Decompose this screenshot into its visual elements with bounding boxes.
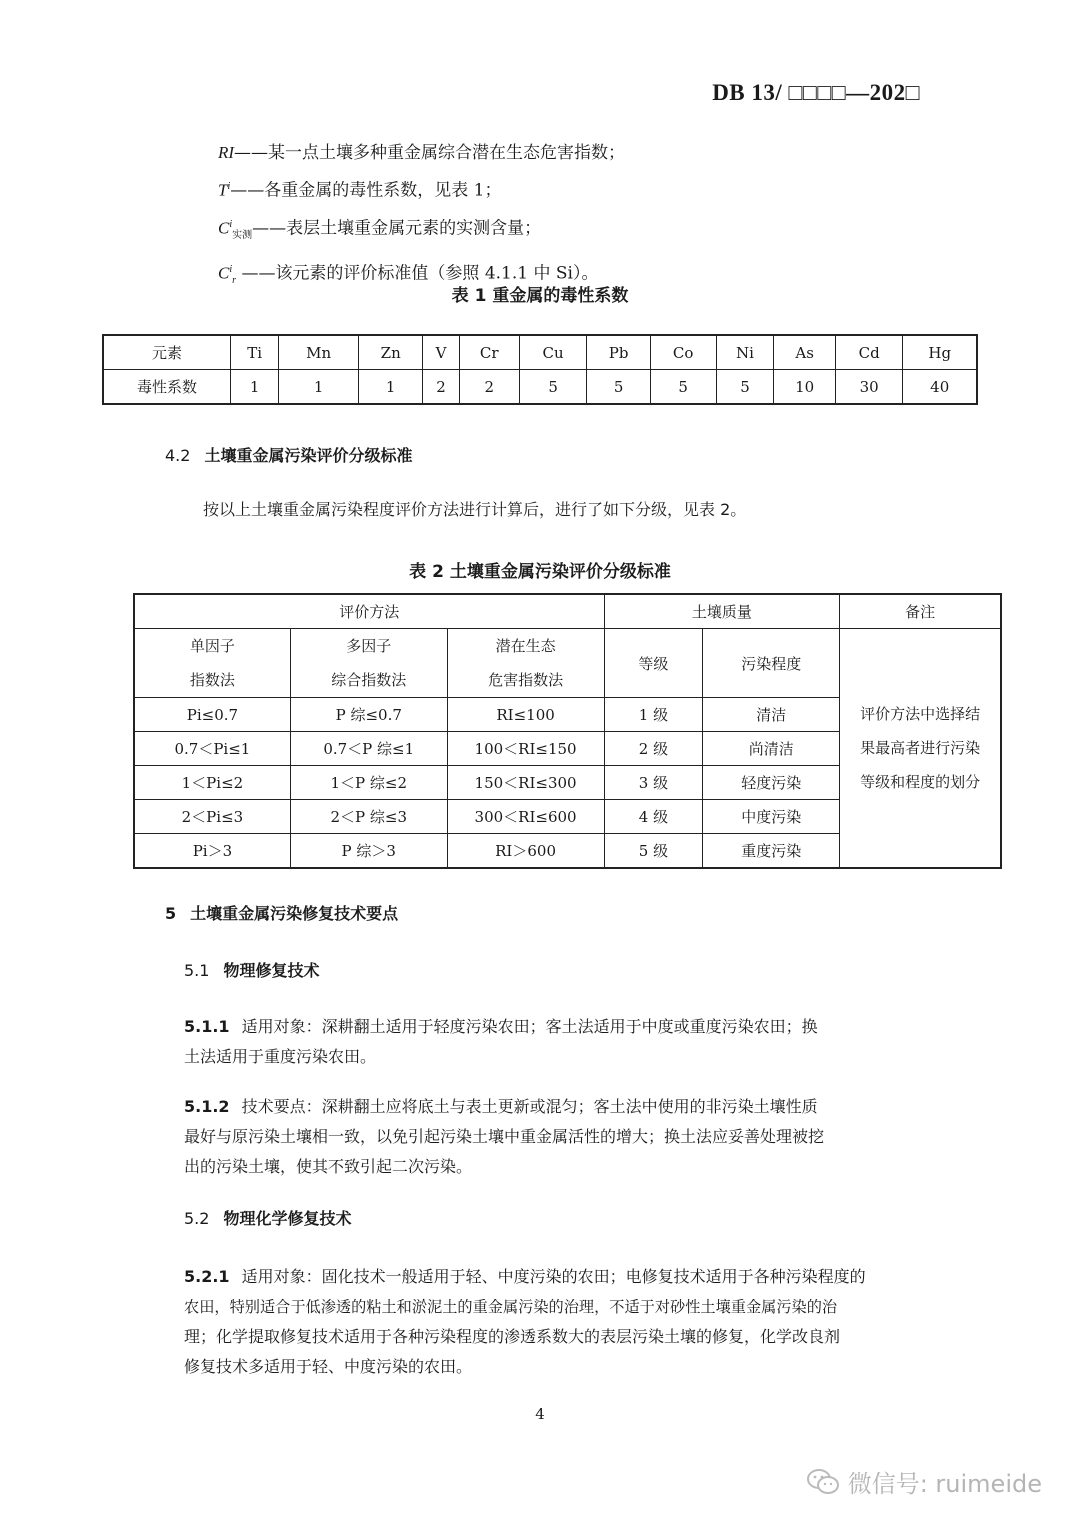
- coefficient-cell: 2: [459, 370, 519, 405]
- definition-c-measured: $C^i_{实测}——$表层土壤重金属元素的实测含量；: [218, 218, 542, 241]
- cell-risk: RI＞600: [447, 834, 604, 869]
- symbol-definitions: [218, 136, 625, 298]
- section-heading-5: 5 土壤重金属污染修复技术要点: [165, 904, 399, 923]
- element-cell: Zn: [358, 335, 423, 370]
- cell-multi: P 综＞3: [290, 834, 447, 869]
- element-cell: Ti: [231, 335, 279, 370]
- cell-degree: 重度污染: [703, 834, 840, 869]
- coefficient-cell: 1: [279, 370, 359, 405]
- coefficient-cell: 5: [587, 370, 650, 405]
- coefficient-cell: 5: [716, 370, 774, 405]
- header-method: 评价方法: [134, 594, 604, 629]
- coefficient-cell: 2: [423, 370, 459, 405]
- coefficient-cell: 5: [650, 370, 716, 405]
- element-cell: Cr: [459, 335, 519, 370]
- section-heading-5-1: 5.1 物理修复技术: [184, 961, 320, 980]
- subheader-single: 单因子 指数法: [134, 629, 290, 698]
- cell-single: 1＜Pi≤2: [134, 766, 290, 800]
- cell-grade: 3 级: [604, 766, 703, 800]
- cell-single: Pi≤0.7: [134, 698, 290, 732]
- cell-degree: 尚清洁: [703, 732, 840, 766]
- coefficient-cell: 5: [519, 370, 587, 405]
- section-heading-5-2: 5.2 物理化学修复技术: [184, 1209, 352, 1228]
- definition-ri: RI——某一点土壤多种重金属综合潜在生态危害指数；: [218, 143, 626, 163]
- definition-c-reference: $C^i_r$ ——该元素的评价标准值（参照 4.1.1 中 Si）。: [218, 263, 599, 286]
- cell-grade: 1 级: [604, 698, 703, 732]
- wechat-icon: [806, 1468, 840, 1496]
- coefficient-cell: 1: [358, 370, 423, 405]
- cell-multi: 2＜P 综≤3: [290, 800, 447, 834]
- cell-single: 2＜Pi≤3: [134, 800, 290, 834]
- table-subheader-row: [134, 629, 1001, 698]
- cell-multi: 0.7＜P 综≤1: [290, 732, 447, 766]
- cell-risk: RI≤100: [447, 698, 604, 732]
- watermark: [806, 1464, 1042, 1499]
- cell-degree: 轻度污染: [703, 766, 840, 800]
- coefficient-cell: 40: [903, 370, 977, 405]
- subheader-risk: 潜在生态 危害指数法: [447, 629, 604, 698]
- element-cell: As: [774, 335, 835, 370]
- paragraph-5-2-1: 5.2.1 适用对象：固化技术一般适用于轻、中度污染的农田；电修复技术适用于各种污染程度的 农田，特别适合于低渗透的粘土和淤泥土的重金属污染的治理，不适于对砂性土壤重金属污染的治 理；化学提取修复技术适用于各种污染程度的渗透系数大的表层污染土壤的修复，化学改良剂 修复技术多适用于轻、中度污染的农田。: [184, 1267, 866, 1376]
- cell-degree: 中度污染: [703, 800, 840, 834]
- table-row: [103, 335, 977, 370]
- grading-table: [133, 593, 1002, 869]
- cell-single: 0.7＜Pi≤1: [134, 732, 290, 766]
- header-quality: 土壤质量: [604, 594, 840, 629]
- cell-multi: 1＜P 综≤2: [290, 766, 447, 800]
- subheader-multi: 多因子 综合指数法: [290, 629, 447, 698]
- subheader-degree: 污染程度: [703, 629, 840, 698]
- section-heading-4-2: 4.2 土壤重金属污染评价分级标准: [165, 446, 413, 465]
- cell-grade: 4 级: [604, 800, 703, 834]
- element-cell: Mn: [279, 335, 359, 370]
- row-header: 元素: [103, 335, 231, 370]
- note-cell: 评价方法中选择结 果最高者进行污染 等级和程度的划分: [840, 629, 1001, 869]
- coefficient-cell: 30: [835, 370, 903, 405]
- cell-grade: 5 级: [604, 834, 703, 869]
- cell-grade: 2 级: [604, 732, 703, 766]
- toxicity-table: [102, 334, 978, 405]
- paragraph-4-2: 按以上土壤重金属污染程度评价方法进行计算后，进行了如下分级，见表 2。: [203, 500, 747, 519]
- cell-single: Pi＞3: [134, 834, 290, 869]
- cell-degree: 清洁: [703, 698, 840, 732]
- element-cell: V: [423, 335, 459, 370]
- definition-t: $T^i——$各重金属的毒性系数，见表 1；: [218, 180, 502, 201]
- element-cell: Ni: [716, 335, 774, 370]
- element-cell: Co: [650, 335, 716, 370]
- page-number: 4: [535, 1405, 545, 1423]
- paragraph-5-1-2: 5.1.2 技术要点：深耕翻土应将底土与表土更新或混匀；客土法中使用的非污染土壤性质 最好与原污染土壤相一致，以免引起污染土壤中重金属活性的增大；换土法应妥善处理被挖 出的污染土壤，使其不致引起二次污染。: [184, 1097, 825, 1176]
- cell-risk: 100＜RI≤150: [447, 732, 604, 766]
- table1-caption: 表 1 重金属的毒性系数: [451, 286, 629, 306]
- cell-multi: P 综≤0.7: [290, 698, 447, 732]
- watermark-text: 微信号: ruimeide: [847, 1470, 1042, 1498]
- cell-risk: 150＜RI≤300: [447, 766, 604, 800]
- table2-caption: 表 2 土壤重金属污染评价分级标准: [409, 562, 671, 582]
- paragraph-5-1-1: 5.1.1 适用对象：深耕翻土适用于轻度污染农田；客土法适用于中度或重度污染农田；换 土法适用于重度污染农田。: [184, 1017, 818, 1066]
- standard-code: DB 13/ □□□□—202□: [712, 80, 920, 105]
- coefficient-cell: 10: [774, 370, 835, 405]
- table-header-row: [134, 594, 1001, 629]
- subheader-grade: 等级: [604, 629, 703, 698]
- element-cell: Pb: [587, 335, 650, 370]
- cell-risk: 300＜RI≤600: [447, 800, 604, 834]
- element-cell: Cu: [519, 335, 587, 370]
- header-note: 备注: [840, 594, 1001, 629]
- coefficient-cell: 1: [231, 370, 279, 405]
- element-cell: Cd: [835, 335, 903, 370]
- element-cell: Hg: [903, 335, 977, 370]
- row-header: 毒性系数: [103, 370, 231, 405]
- table-row: [103, 370, 977, 405]
